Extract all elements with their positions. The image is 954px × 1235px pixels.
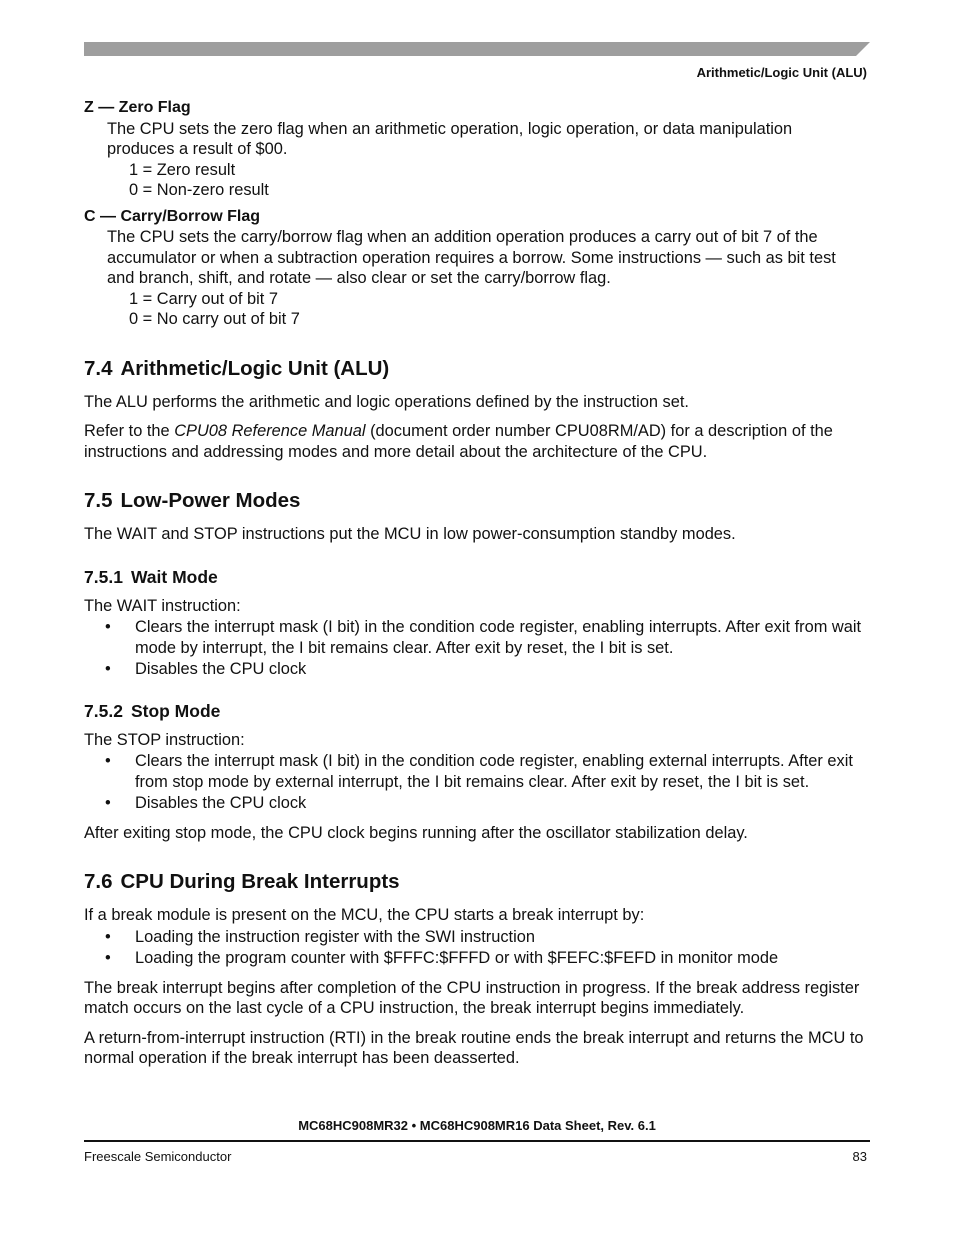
section-7-6-heading xyxy=(84,870,870,894)
flag-c-value: 1 = Carry out of bit 7 xyxy=(129,289,278,308)
flag-z-value: 1 = Zero result xyxy=(129,160,236,179)
list-item-text: Loading the instruction register with the SWI instruction xyxy=(135,927,535,946)
list-item xyxy=(84,751,870,792)
list-item xyxy=(84,793,870,814)
section-7-5-heading xyxy=(84,489,870,513)
list-item-text: Disables the CPU clock xyxy=(135,660,307,678)
section-number: 7.4 xyxy=(84,356,113,380)
bullet-glyph: • xyxy=(105,794,111,812)
flag-z-title: Z — Zero Flag xyxy=(84,99,191,116)
section-7-4-paragraph: The ALU performs the arithmetic and logic operations defined by the instruction set. xyxy=(84,392,689,411)
flag-c xyxy=(84,207,870,330)
list-item-text: Disables the CPU clock xyxy=(135,794,307,812)
flag-z xyxy=(84,98,870,201)
flag-c-description-line: and branch, shift, and rotate — also clear or set the carry/borrow flag. xyxy=(107,269,611,287)
section-number: 7.5.1 xyxy=(84,566,123,587)
section-number: 7.6 xyxy=(84,870,113,893)
section-title: Stop Mode xyxy=(130,700,221,721)
section-title: CPU During Break Interrupts xyxy=(120,870,400,893)
flag-c-title: C — Carry/Borrow Flag xyxy=(84,207,261,225)
section-title: Low-Power Modes xyxy=(120,489,301,512)
section-7-4-reference-paragraph xyxy=(84,421,870,462)
flag-c-description-line: The CPU sets the carry/borrow flag when an addition operation produces a carry out of bit 7 of the xyxy=(107,228,818,246)
break-interrupt-intro: If a break module is present on the MCU, the CPU starts a break interrupt by: xyxy=(84,906,645,924)
flag-z-description-line: produces a result of $00. xyxy=(107,140,288,158)
header-bar xyxy=(84,42,870,56)
list-item-text: Clears the interrupt mask (I bit) in the condition code register, enabling external interrupts. After exit from stop mode by external interrupt, the I bit remains clear. After exit by reset, the I bit is set. xyxy=(135,752,853,791)
section-number: 7.5.2 xyxy=(84,700,123,721)
reference-suffix: (document order number CPU08RM/AD) for a description of the instructions and addressing modes and more detail about the architecture of the CPU. xyxy=(84,422,833,461)
break-interrupt-paragraph: The break interrupt begins after completion of the CPU instruction in progress. If the break address register match occurs on the last cycle of a CPU instruction, the break interrupt begins immediately. xyxy=(84,978,860,1017)
reference-manual-title: CPU08 Reference Manual xyxy=(174,422,366,440)
section-number: 7.5 xyxy=(84,489,113,512)
footer-company: Freescale Semiconductor xyxy=(84,1149,232,1164)
stop-mode-after-paragraph: After exiting stop mode, the CPU clock begins running after the oscillator stabilization delay. xyxy=(84,823,748,842)
bullet-glyph: • xyxy=(105,618,111,636)
section-7-5-2-heading xyxy=(84,700,870,722)
break-interrupt-bullet-list xyxy=(84,927,870,969)
bullet-glyph: • xyxy=(105,752,111,770)
footer-divider xyxy=(84,1140,870,1142)
section-7-4-heading xyxy=(84,357,870,381)
list-item xyxy=(84,948,870,969)
section-7-5-1-heading xyxy=(84,566,870,588)
bullet-glyph: • xyxy=(105,949,111,967)
section-title: Wait Mode xyxy=(130,566,218,587)
rti-paragraph: A return-from-interrupt instruction (RTI) in the break routine ends the break interrupt and returns the MCU to normal operation if the break interrupt has been deasserted. xyxy=(84,1028,864,1067)
list-item-text: Loading the program counter with $FFFC:$FFFD or with $FEFC:$FEFD in monitor mode xyxy=(135,949,779,967)
section-title: Arithmetic/Logic Unit (ALU) xyxy=(120,356,390,380)
flag-c-description-line: accumulator or when a subtraction operation requires a borrow. Some instructions — such as bit test xyxy=(107,248,836,267)
flag-z-description-line: The CPU sets the zero flag when an arithmetic operation, logic operation, or data manipulation xyxy=(107,119,793,138)
list-item-text: Clears the interrupt mask (I bit) in the condition code register, enabling interrupts. After exit from wait mode by interrupt, the I bit remains clear. After exit by reset, the I bit is set. xyxy=(135,618,862,657)
stop-mode-intro: The STOP instruction: xyxy=(84,730,245,749)
stop-mode-bullet-list xyxy=(84,751,870,814)
wait-mode-intro: The WAIT instruction: xyxy=(84,596,241,615)
footer-document-title: MC68HC908MR32 • MC68HC908MR16 Data Sheet, Rev. 6.1 xyxy=(298,1118,656,1133)
bullet-glyph: • xyxy=(105,927,111,946)
reference-prefix: Refer to the xyxy=(84,422,175,440)
page-content xyxy=(84,98,870,1069)
section-7-5-paragraph: The WAIT and STOP instructions put the MCU in low power-consumption standby modes. xyxy=(84,525,736,543)
list-item xyxy=(84,659,870,680)
bullet-glyph: • xyxy=(105,660,111,678)
flag-z-value: 0 = Non-zero result xyxy=(129,181,269,199)
list-item xyxy=(84,927,870,948)
running-header-title: Arithmetic/Logic Unit (ALU) xyxy=(696,65,867,80)
list-item xyxy=(84,617,870,658)
flag-c-value: 0 = No carry out of bit 7 xyxy=(129,310,300,328)
footer-page-number: 83 xyxy=(852,1149,867,1164)
wait-mode-bullet-list xyxy=(84,617,870,680)
